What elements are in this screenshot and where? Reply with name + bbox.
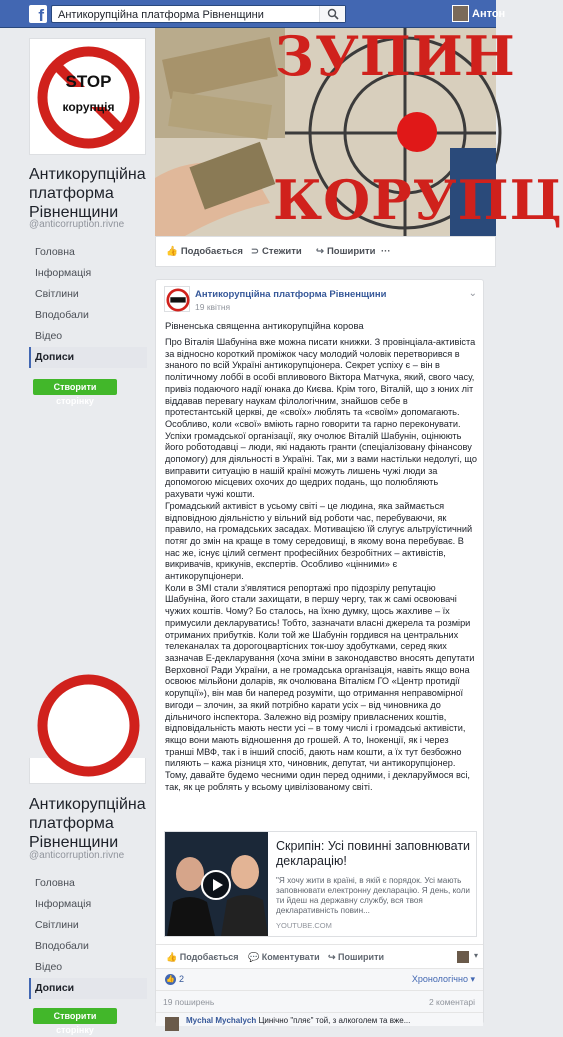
link-title[interactable]: Скрипін: Усі повинні заповнювати декларацію! — [276, 839, 471, 868]
stop-corruption-logo-partial — [30, 758, 147, 784]
link-description: "Я хочу жити в країні, в якій є порядок. Усі мають заповнювати електронну декларацію. Я день, коли ти йдеш на державну службу, вся твоя декларативність повин... — [276, 876, 470, 915]
nav-item-home[interactable]: Головна — [35, 877, 75, 889]
stats-row — [156, 990, 483, 1012]
post-author-avatar[interactable] — [164, 286, 190, 312]
nav-item-videos[interactable]: Відео — [35, 961, 63, 973]
page-handle-sticky[interactable]: @anticorruption.rivne — [29, 850, 125, 861]
search-input[interactable] — [51, 5, 346, 23]
post-body — [165, 337, 477, 793]
shares-count[interactable]: 19 поширень — [163, 997, 215, 1007]
share-icon: ↪ — [328, 952, 339, 962]
comment-label: Коментувати — [261, 952, 320, 962]
logo-corruption-text: корупція — [62, 100, 115, 114]
follow-page-button[interactable] — [251, 246, 302, 257]
page-profile-picture-sticky[interactable] — [29, 758, 146, 784]
comment-item — [156, 1012, 483, 1026]
left-nav — [29, 242, 147, 368]
nav-item-home[interactable]: Головна — [35, 246, 75, 258]
create-page-button-sticky[interactable]: Створити сторінку — [33, 1008, 117, 1024]
cover-photo[interactable] — [155, 24, 563, 236]
share-post-button[interactable] — [328, 952, 384, 963]
like-post-button[interactable] — [166, 952, 239, 963]
create-page-button[interactable]: Створити сторінку — [33, 379, 117, 395]
comment-text — [186, 1016, 410, 1025]
logo-stop-text: STOP — [65, 72, 112, 91]
share-post-label: Поширити — [338, 952, 385, 962]
post-paragraph: Про Віталія Шабуніна вже можна писати книжки. З провінціала-активіста за відносно короткий проміжок часу молодий чоловік перетворився в знаного по всій Україні антикорупціонера. Секрет успіху є – він в політичному лоббі в особі впливового Віктора Матчука, який, свого часу, привіз подаючого надії юнака до Києва. Крім того, Віталій, що з юних літ віддавав перевагу наукам філологічним, знайшов себе в протестантській церкві, де «своїх» люблять та «своїм» допомагають. Особливо, коли «свої» вміють гарно говорити та гарно переконувати. Успіхи громадської організації, яку очолює Віталій Шабунін, оцінюють його роботодавці – люди, які надають гранти (спеціалізовану фінансову допомогу) для діяльності в Україні. Так, ми з вами настільки недолугі, що виправити ситуацію в нашій країні можуть лишень чужі люди за допомогою місцевих охочих до щедрих подань, що полюбляють рахувати чужі кошти. — [165, 337, 477, 500]
post-author-link[interactable]: Антикорупційна платформа Рівненщини — [195, 289, 387, 300]
caret-down-icon[interactable]: ▾ — [473, 951, 478, 960]
post-actions-bar — [156, 944, 483, 968]
nav-item-posts[interactable]: Дописи — [29, 347, 147, 368]
link-preview-card[interactable] — [164, 831, 477, 937]
nav-item-about[interactable]: Інформація — [35, 267, 92, 279]
nav-item-photos[interactable]: Світлини — [35, 288, 79, 300]
user-name-link[interactable]: Антон — [472, 8, 506, 20]
like-page-button[interactable] — [166, 246, 243, 257]
share-page-button[interactable] — [316, 246, 376, 257]
reaction-count[interactable]: 2 — [179, 974, 185, 984]
link-domain: YOUTUBE.COM — [276, 921, 332, 930]
comment-icon: 💬 — [248, 952, 262, 962]
video-thumbnail[interactable] — [165, 832, 268, 936]
post-paragraph: Коли в ЗМІ стали з'являтися репортажі про підозрілу репутацію Шабуніна, його стали захищати, в першу чергу, так ж самі освоювачі чужих коштів. Чому? Бо сталось, на їхню думку, щось жахливе – їх примусили декларуватись! Тобто, зазначати власні джерела та розміри отриманих прибутків. Коли той же Шабунін гордився на центральних телеканалах та дорогоцвартісних ток-шоу здобутками, серед яких зазначав Е-декларування (хоча зміни в законодавство вносять депутати Верховної Ради України, а не громадська організація, навіть якщо вона освоює мільйони доларів, як очолювана Віталієм ГО «Центр протидії корупції»), він мав би наперед розуміти, що отримання неправомірної вигоди – злочин, за який потрібно карати усіх – від чиновника до дільничого інспектора. Залежно від розміру привласнених коштів, відповідальність мають нести усі – в тому числі і громадські активісти, якщо вони мають відношення до грошей. А то, Інокенції, як і через транші МВФ, так і в інший спосіб, дають нам кошти, а їх тут безбожно пиляють – кажа різниця хто, чиновник, депутат, чи антикорупціонер. Тому, давайте будемо чесними один перед одними, і декларуймося всі, так, як це роблять у всьому цивілізованому світі. — [165, 582, 475, 792]
nav-item-likes[interactable]: Вподобали — [35, 309, 89, 321]
post-card — [155, 279, 484, 1024]
left-nav-sticky — [29, 873, 147, 999]
commenter-name[interactable]: Mychal Mychalych — [186, 1016, 257, 1025]
play-icon[interactable] — [201, 870, 231, 900]
thumbs-up-icon: 👍 — [166, 246, 178, 257]
like-page-label: Подобається — [180, 246, 243, 257]
like-post-label: Подобається — [179, 952, 239, 962]
page-title-sticky[interactable]: Антикорупційна платформа Рівненщини — [29, 796, 146, 851]
more-icon: ··· — [381, 246, 391, 257]
post-date[interactable]: 19 квітня — [195, 302, 231, 312]
user-avatar[interactable] — [452, 5, 469, 22]
nav-item-likes[interactable]: Вподобали — [35, 940, 89, 952]
more-options-button[interactable] — [381, 246, 391, 257]
share-icon: ↪ — [316, 246, 324, 257]
chevron-down-icon[interactable]: ⌄ — [468, 288, 477, 299]
search-button[interactable] — [319, 6, 345, 22]
share-page-label: Поширити — [326, 246, 376, 257]
nav-item-posts[interactable]: Дописи — [29, 978, 147, 999]
facebook-logo-icon[interactable]: f — [29, 5, 47, 23]
page-handle[interactable]: @anticorruption.rivne — [29, 219, 125, 230]
nav-item-about[interactable]: Інформація — [35, 898, 92, 910]
nav-item-videos[interactable]: Відео — [35, 330, 63, 342]
page-actions-bar — [155, 236, 496, 267]
nav-item-photos[interactable]: Світлини — [35, 919, 79, 931]
cover-text-bottom: КОРУПЦ — [273, 168, 563, 232]
post-as-avatar[interactable] — [457, 951, 469, 963]
comment-button[interactable] — [248, 952, 320, 963]
reactions-row — [156, 968, 483, 990]
comments-count[interactable]: 2 коментарі — [428, 997, 475, 1007]
thumbs-up-icon: 👍 — [166, 952, 180, 962]
comment-body: Цинічно "пляє" той, з алкоголем та вже... — [258, 1016, 411, 1025]
commenter-avatar[interactable] — [165, 1017, 179, 1031]
post-title: Рівненська священна антикорупційна корова — [165, 321, 364, 332]
rss-icon: ⊃ — [251, 246, 259, 257]
like-reaction-icon: 👍 — [166, 976, 175, 983]
page-profile-picture[interactable] — [29, 38, 146, 155]
comment-sort-dropdown[interactable]: Хронологічно ▾ — [411, 974, 475, 984]
page-title[interactable]: Антикорупційна платформа Рівненщини — [29, 166, 146, 221]
post-paragraph: Громадський активіст в усьому світі – це людина, яка займається відповідною діяльністю у вільний від роботи час, перебуваючи, як правило, на громадських засадах. Мотивацією їй слугує альтруїстичний потяг до змін на краще в тому середовищі, в якому вона перебуває. В нас же, існує цілий сегмент професійних безробітних – активістів, викривачів, крикунів, експертів. Особливо «цінними» є антикорупціонери. — [165, 500, 473, 582]
follow-page-label: Стежити — [261, 246, 302, 257]
stop-corruption-logo-small — [165, 287, 191, 313]
search-icon — [327, 8, 339, 20]
stop-corruption-logo — [30, 39, 147, 156]
cover-text-top: ЗУПИН — [275, 24, 516, 88]
search-input-value: Антикорупційна платформа Рівненщини — [58, 9, 264, 21]
